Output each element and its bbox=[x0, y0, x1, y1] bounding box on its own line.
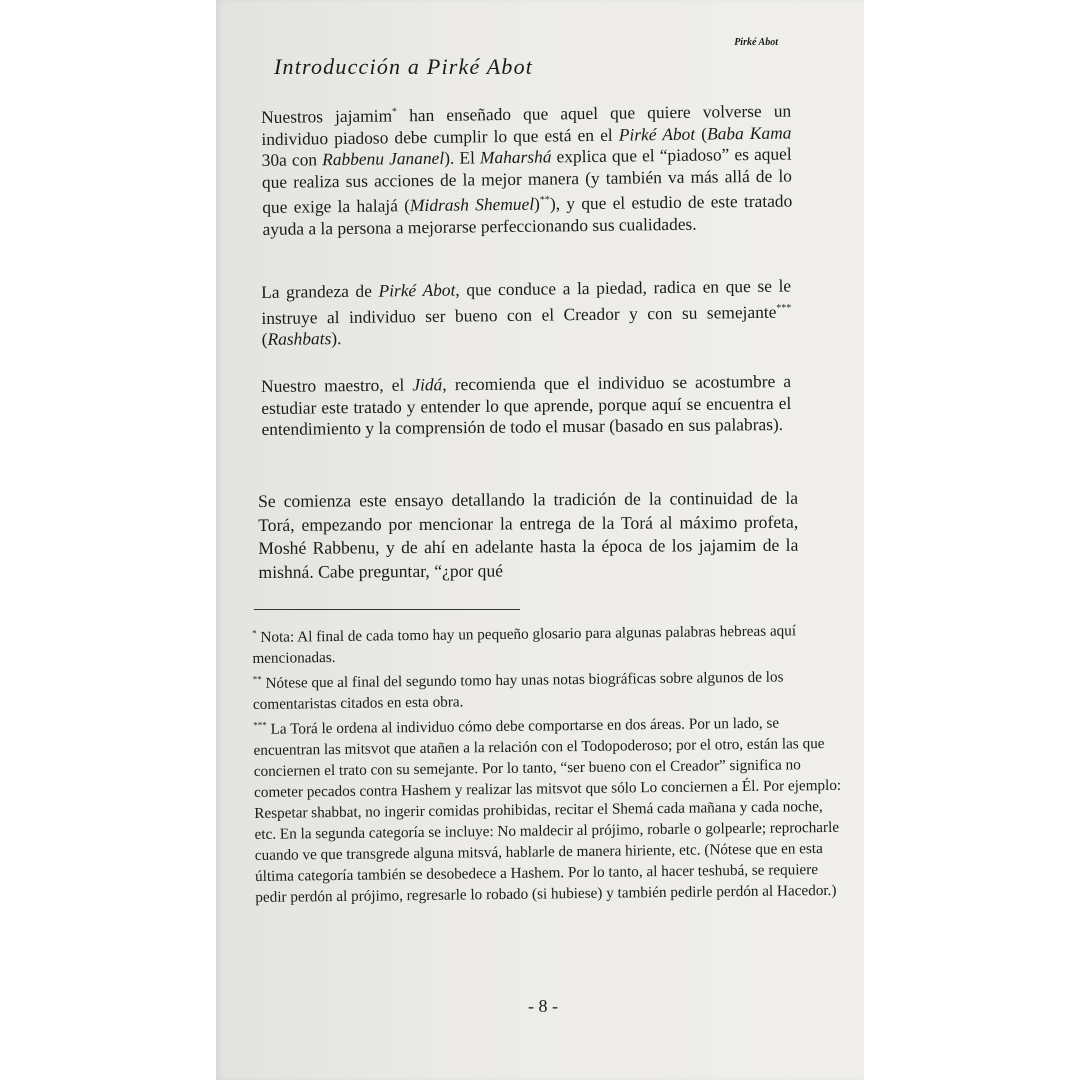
running-head: Pirké Abot bbox=[734, 37, 778, 48]
footnote-2: ** Nótese que al final del segundo tomo hay unas notas biográficas sobre algunos de los comentaristas citados en esta obra. bbox=[252, 668, 784, 713]
footnote-3: *** La Torá le ordena al individuo cómo debe comportarse en dos áreas. Por un lado, se encuentran las mitsvot que atañen a la relación con el Todopoderoso; por el otro, están las que conciernen el trato con su semejante. Por lo tanto, “ser bueno con el Creador” significa no cometer pecados contra Hashem y realizar las mitsvot que sólo Lo conciernen a Él. Por ejemplo: Respetar shabbat, no ingerir comidas prohibidas, recitar el Shemá cada mañana y cada noche, etc. En la segunda categoría se incluye: No maldecir al prójimo, robarle o golpearle; reprocharle cuando ve que transgrede alguna mitsvá, hablarle de manera hiriente, etc. (Nótese que en esta última categoría también se desobedece a Hashem. Por lo tanto, al hacer teshubá, se requiere pedir perdón al prójimo, regresarle lo robado (si hubiese) y también pedirle perdón al Hacedor.) bbox=[253, 714, 842, 906]
paragraph-3: Nuestro maestro, el Jidá, recomienda que el individuo se acostumbre a estudiar este tratado y entender lo que aprende, porque aquí se encuentra el entendimiento y la comprensión de todo el musar (basado en sus palabras). bbox=[261, 370, 792, 439]
paragraph-4: Se comienza este ensayo detallando la tradición de la continuidad de la Torá, empezando por mencionar la entrega de la Torá al máximo profeta, Moshé Rabbenu, y de ahí en adelante hasta la época de los jajamim de la mishná. Cabe preguntar, “¿por qué bbox=[258, 487, 799, 582]
page-title: Introducción a Pirké Abot bbox=[274, 54, 534, 79]
paragraph-1: Nuestros jajamim* han enseñado que aquel que quiere volverse un individuo piadoso debe cumplir lo que está en el Pirké Abot (Baba Kama 30a con Rabbenu Jananel). El Maharshá explica que el “piadoso” es aquel que realiza sus acciones de la mejor manera (y también va más allá de lo que exige la halajá (Midrash Shemuel)**), y que el estudio de este tratado ayuda a la persona a mejorarse perfeccionando sus cualidades. bbox=[261, 100, 793, 239]
page-number: - 8 - bbox=[528, 996, 558, 1016]
footnote-1: * Nota: Al final de cada tomo hay un pequeño glosario para algunas palabras hebreas aquí mencionadas. bbox=[252, 622, 797, 667]
footnotes bbox=[252, 616, 845, 908]
book-page bbox=[216, 0, 864, 1080]
paragraph-2: La grandeza de Pirké Abot, que conduce a la piedad, radica en que se le instruye al individuo ser bueno con el Creador y con su semejante*** (Rashbats). bbox=[261, 275, 792, 349]
footnote-divider bbox=[254, 609, 520, 610]
